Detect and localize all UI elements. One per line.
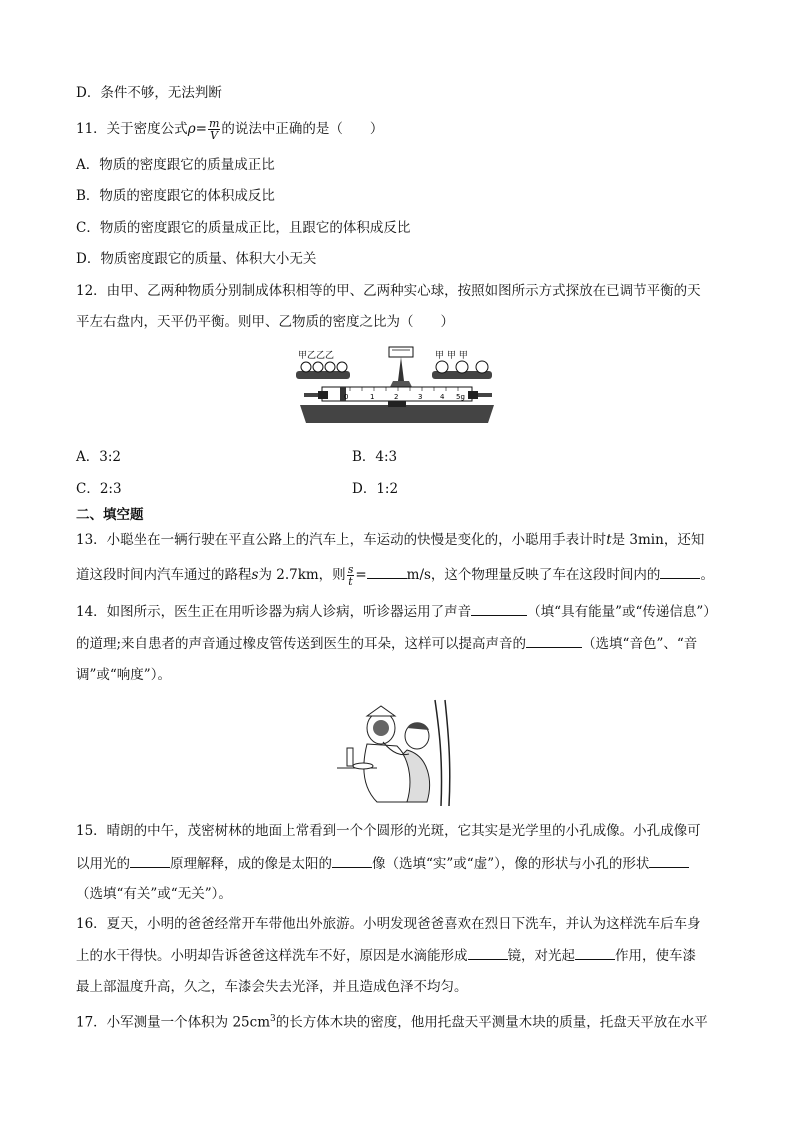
q17-superscript: 3 bbox=[270, 1014, 276, 1024]
q11-stem bbox=[76, 118, 383, 141]
q13-line2 bbox=[76, 564, 714, 587]
right-balance-nut bbox=[468, 391, 478, 399]
q14-line1 bbox=[76, 602, 717, 621]
q15-l2c: 像（选填“实”或“虚”），像的形状与小孔的形状 bbox=[372, 856, 650, 872]
q13-l1b: 是 3min，还知 bbox=[611, 532, 705, 548]
q12-option-d: D．1:2 bbox=[352, 481, 399, 497]
q14-l2b: （选填“音色”、“音 bbox=[582, 636, 698, 652]
q13-l2c: = bbox=[355, 567, 367, 583]
q14-l1a: 14．如图所示，医生正在用听诊器为病人诊病，听诊器运用了声音 bbox=[76, 604, 472, 620]
q13-l2d: m/s，这个物理量反映了车在这段时间内的 bbox=[406, 567, 661, 583]
tree-trunk-line-2 bbox=[445, 700, 450, 806]
doctor-cap bbox=[367, 706, 395, 716]
q15-l2b: 原理解释，成的像是太阳的 bbox=[170, 856, 332, 872]
q13-frac-num: s bbox=[347, 563, 354, 576]
q10-option-d: D．条件不够，无法判断 bbox=[76, 85, 222, 101]
q12-line2: 平左右盘内，天平仍平衡。则甲、乙物质的密度之比为（ ） bbox=[76, 314, 454, 330]
left-balance-nut bbox=[318, 391, 328, 399]
base-support bbox=[388, 401, 406, 407]
scale-label-3: 3 bbox=[418, 393, 423, 401]
q14-blank-2[interactable] bbox=[526, 634, 582, 648]
right-ball-jia-3 bbox=[476, 361, 488, 373]
right-ball-jia-2 bbox=[456, 361, 468, 373]
left-ball-labels: 甲乙乙乙 bbox=[298, 351, 335, 361]
q14-l1b: （填“具有能量”或“传递信息”） bbox=[527, 604, 717, 620]
left-ball-yi-1 bbox=[313, 362, 323, 372]
q11-option-c: C．物质的密度跟它的质量成正比，且跟它的体积成反比 bbox=[76, 220, 411, 236]
q15-l2a: 以用光的 bbox=[76, 856, 130, 872]
right-ball-jia-1 bbox=[436, 361, 448, 373]
q16-line2 bbox=[76, 946, 696, 965]
scale-label-5: 5g bbox=[456, 393, 465, 401]
q13-blank-1[interactable] bbox=[367, 565, 407, 579]
q11-frac-den: V bbox=[210, 129, 219, 142]
right-arm bbox=[478, 393, 492, 397]
q11-rho: ρ bbox=[187, 121, 196, 137]
q16-l2c: 作用，使车漆 bbox=[615, 948, 696, 964]
q17-l1a: 17．小军测量一个体积为 25cm bbox=[76, 1014, 271, 1031]
q13-s: s bbox=[251, 567, 259, 583]
q13-l2b: 为 2.7km，则 bbox=[258, 567, 346, 583]
q13-l2e: 。 bbox=[700, 567, 714, 583]
left-ball-jia bbox=[301, 362, 311, 372]
balance-base bbox=[300, 405, 494, 423]
q15-line1: 15．晴朗的中午，茂密树林的地面上常看到一个个圆形的光斑，它其实是光学里的小孔成像。小孔成像可 bbox=[76, 823, 701, 839]
q16-l2a: 上的水干得快。小明却告诉爸爸这样洗车不好，原因是水滴能形成 bbox=[76, 948, 468, 964]
q11-frac-num: m bbox=[208, 117, 220, 130]
doctor-face-shade bbox=[373, 720, 389, 736]
q13-frac-den: t bbox=[348, 575, 353, 588]
q16-blank-2[interactable] bbox=[575, 946, 615, 960]
q14-line3: 调”或“响度”）。 bbox=[76, 667, 171, 683]
q14-l2a: 的道理;来自患者的声音通过橡皮管传送到医生的耳朵，这样可以提高声音的 bbox=[76, 636, 527, 652]
q16-blank-1[interactable] bbox=[468, 946, 508, 960]
left-ball-yi-2 bbox=[325, 362, 335, 372]
q16-line3: 最上部温度升高，久之，车漆会失去光泽，并且造成色泽不均匀。 bbox=[76, 979, 468, 995]
doctor-stethoscope-figure bbox=[337, 698, 461, 808]
q17-l1b: 的长方体木块的密度，他用托盘天平测量木块的质量，托盘天平放在水平 bbox=[275, 1014, 708, 1031]
q11-option-b: B．物质的密度跟它的体积成反比 bbox=[76, 188, 275, 204]
q16-l2b: 镜，对光起 bbox=[507, 948, 575, 964]
q12-option-c: C．2:3 bbox=[76, 481, 122, 497]
q11-stem-pre: 11．关于密度公式 bbox=[76, 121, 188, 137]
q13-l2a: 道这段时间内汽车通过的路程 bbox=[76, 567, 252, 583]
q12-option-b: B．4:3 bbox=[352, 449, 398, 465]
q13-blank-2[interactable] bbox=[660, 565, 700, 579]
scale-label-4: 4 bbox=[440, 393, 445, 401]
q15-blank-3[interactable] bbox=[649, 854, 689, 868]
q12-line1: 12．由甲、乙两种物质分别制成体积相等的甲、乙两种实心球，按照如图所示方式探放在已调节平衡的天 bbox=[76, 283, 701, 299]
scale-label-1: 1 bbox=[370, 393, 375, 401]
q11-option-a: A．物质的密度跟它的质量成正比 bbox=[76, 157, 275, 173]
pointer-base bbox=[390, 381, 412, 387]
q14-line2 bbox=[76, 634, 697, 653]
q13-t: t bbox=[606, 532, 612, 548]
q15-line2 bbox=[76, 854, 689, 873]
left-ball-yi-3 bbox=[337, 362, 347, 372]
q16-line1: 16．夏天，小明的爸爸经常开车带他出外旅游。小明发现爸爸喜欢在烈日下洗车，并认为这样洗车后车身 bbox=[76, 916, 701, 932]
bottle-icon bbox=[347, 748, 353, 766]
left-arm bbox=[304, 393, 318, 397]
pointer-column bbox=[398, 357, 404, 381]
q13-speed-fraction bbox=[347, 564, 355, 587]
dish-icon bbox=[353, 763, 373, 769]
q12-option-a: A．3:2 bbox=[76, 449, 121, 465]
q14-blank-1[interactable] bbox=[471, 602, 527, 616]
q13-line1 bbox=[76, 531, 704, 549]
section-title-fill-blank: 二、填空题 bbox=[76, 507, 144, 523]
q11-stem-post: 的说法中正确的是（ ） bbox=[221, 121, 384, 137]
balance-scale-figure bbox=[292, 343, 502, 429]
q15-line3: （选填“有关”或“无关”）。 bbox=[76, 886, 232, 902]
q11-eq: = bbox=[195, 121, 207, 137]
right-ball-labels: 甲 甲 甲 bbox=[435, 351, 468, 361]
scale-label-start: 0 bbox=[344, 393, 349, 401]
q15-blank-2[interactable] bbox=[332, 854, 372, 868]
q11-option-d: D．物质密度跟它的质量、体积大小无关 bbox=[76, 251, 317, 267]
q11-density-fraction bbox=[208, 118, 220, 141]
q13-l1a: 13．小聪坐在一辆行驶在平直公路上的汽车上，车运动的快慢是变化的，小聪用手表计时 bbox=[76, 532, 607, 548]
q15-blank-1[interactable] bbox=[130, 854, 170, 868]
q17-line1 bbox=[76, 1010, 708, 1032]
scale-label-2: 2 bbox=[394, 393, 399, 401]
pointer-dial bbox=[389, 347, 413, 357]
tree-trunk-line bbox=[435, 700, 442, 806]
